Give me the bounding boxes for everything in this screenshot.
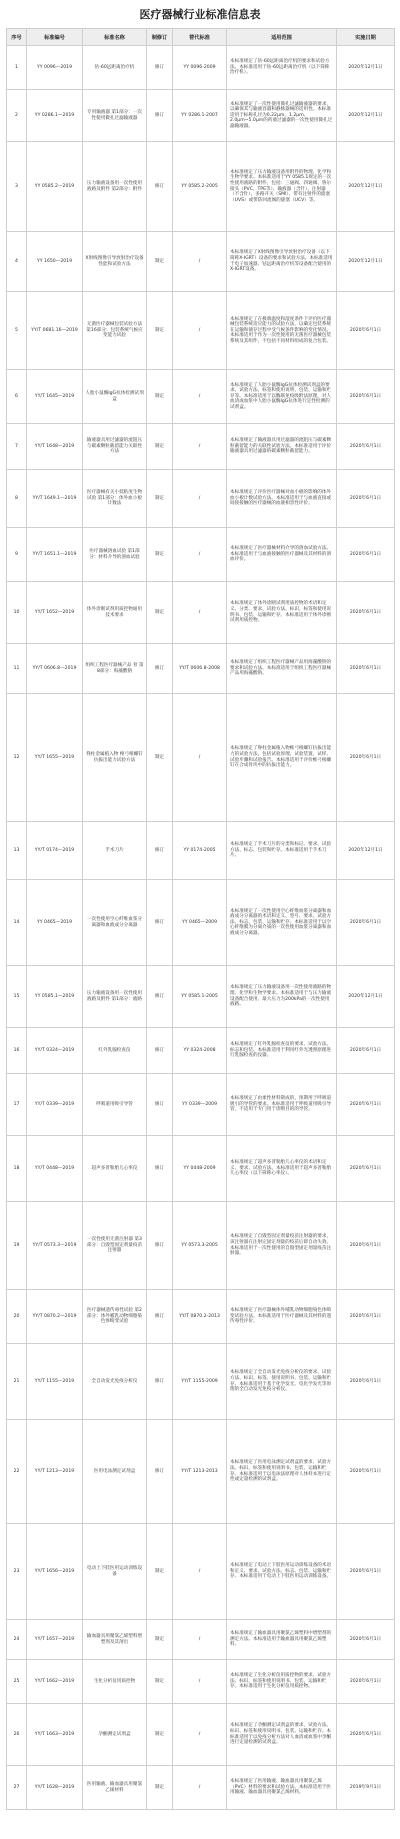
standard-code: YY/T 0573.3—2019: [27, 1202, 83, 1290]
col-header-no: 序号: [7, 29, 27, 46]
effective-date: 2020年6月1日: [337, 1290, 395, 1344]
effective-date: 2020年6月1日: [337, 1074, 395, 1136]
page-title: 医疗器械行业标准信息表: [139, 8, 261, 21]
effective-date: 2020年6月1日: [337, 1620, 395, 1660]
effective-date: 2020年6月1日: [337, 370, 395, 424]
replaced-standard: /: [173, 528, 227, 582]
table-row: [7, 644, 395, 694]
scope-text: 本标准规定了手术刀片的分类和标记、要求、试验方法、标志、包装和贮存。本标准适用于手术刀片。: [227, 822, 337, 880]
row-number: 2: [7, 90, 27, 142]
revision-type: 制定: [147, 424, 173, 470]
row-number: 25: [7, 1660, 27, 1704]
revision-type: 制定: [147, 232, 173, 292]
table-row: [7, 1620, 395, 1660]
table-row: [7, 1524, 395, 1620]
standard-name: 专用输液器 第1部分：一次性使用微孔过滤输液器: [83, 90, 147, 142]
replaced-standard: /: [173, 370, 227, 424]
standard-name: 压力输液设备用一次性使用液路及附件 第2部分：附件: [83, 142, 147, 232]
row-number: 10: [7, 582, 27, 644]
standard-name: 输液器具用过滤器的流阻压与碳素颗粒截留能力关联性方法: [83, 424, 147, 470]
header-row: [7, 29, 395, 46]
scope-text: 本标准规定了一次性使用空心纤维血浆分离器和血液成分分离器的术语和定义、型号、要求、试验方法、标志、包装、运输和贮存。本标准适用于以空心纤维膜为分离介质的一次性使用血浆分离器和血液成分分离器。: [227, 880, 337, 966]
table-row: [7, 1660, 395, 1704]
standard-name: 医用输液、输血器具用聚氯乙烯材料: [83, 1766, 147, 1810]
row-number: 20: [7, 1290, 27, 1344]
scope-text: 本标准规定了压力输液设备用附件的物理、化学和生物学要求。本标准适用于YY 0585.1规定的一次性使用液路的附件，包括：三通阀、四通阀、鲁尔接头（PVC、TPE等）、输液器（含针）、注射器（不含针）、多路开关（SMI）、带有注射件的旋塞（UVS）或带防回流阀的旋塞（UCV）等。: [227, 142, 337, 232]
scope-text: 本标准规定了医用输液、输血器具用聚氯乙烯（PVC）材料的要求和试验方法。本标准适用于医用输液、输血器具用聚氯乙烯材料。: [227, 1766, 337, 1810]
standard-code: YY/T 0870.2—2019: [27, 1290, 83, 1344]
effective-date: 2020年6月1日: [337, 644, 395, 694]
scope-text: 本标准规定了输液器具用过滤器的流阻压与碳素颗粒截留能力的关联性试验方法。本标准适用于评价输液器具用过滤器的碳素颗粒截留能力。: [227, 424, 337, 470]
standard-code: YY/T 0174—2019: [27, 822, 83, 880]
scope-text: 本标准规定了自毁型固定剂量疫苗注射器的要求，该注射器在注射完固定剂量的疫苗后即自动失效。本标准适用于一次性使用的自毁型固定剂量疫苗注射器。: [227, 1202, 337, 1290]
standard-name: 无菌医疗器械包装试验方法 第16部分：包装系统气候应变能力试验: [83, 292, 147, 370]
effective-date: 2020年12月1日: [337, 966, 395, 1028]
table-row: [7, 1074, 395, 1136]
revision-type: 制定: [147, 1524, 173, 1620]
replaced-standard: YY 0573.3-2005: [173, 1202, 227, 1290]
effective-date: 2019年9月1日: [337, 1766, 395, 1810]
row-number: 1: [7, 46, 27, 90]
revision-type: 制定: [147, 1660, 173, 1704]
row-number: 23: [7, 1524, 27, 1620]
replaced-standard: YY/T 1213-2013: [173, 1420, 227, 1524]
standard-code: YY/T 0681.16—2019: [27, 292, 83, 370]
standard-name: 人胎小鼠酶IgG抗体检测试剂盒: [83, 370, 147, 424]
revision-type: 制定: [147, 1704, 173, 1766]
effective-date: 2020年6月1日: [337, 470, 395, 528]
col-header-date: 实施日期: [337, 29, 395, 46]
row-number: 24: [7, 1620, 27, 1660]
standard-code: YY/T 1651.1—2019: [27, 528, 83, 582]
replaced-standard: /: [173, 232, 227, 292]
scope-text: 本标准规定了一次性使用微孔过滤输液器的要求，以确保其与输液容器和静脉器械的适用性。本标准适用于标称孔径为0.22μm、1.2μm、2.0μm~5.0μm的药液过滤器的一次性使用微孔过滤输液器。: [227, 90, 337, 142]
replaced-standard: YY 0324-2008: [173, 1028, 227, 1074]
standard-code: YY/T 1645—2019: [27, 370, 83, 424]
table-row: [7, 528, 395, 582]
scope-text: 本标准规定了在极端温度和湿度条件下评价医疗器械包装系统适应能力的试验方法，以确定包装系统在运输和储存过程中受气候条件影响的变化情况。本标准适用于作为一次性使用的无菌医疗器械包装系统及其组件，不包括不同材料组成的复合包装。: [227, 292, 337, 370]
standard-name: 医疗器械溶血试验 第1部分：材料介导的溶血试验: [83, 528, 147, 582]
standard-name: 一次性使用空心纤维血浆分离器和血液成分分离器: [83, 880, 147, 966]
replaced-standard: /: [173, 694, 227, 822]
row-number: 16: [7, 1028, 27, 1074]
revision-type: 制定: [147, 470, 173, 528]
row-number: 7: [7, 424, 27, 470]
scope-text: 本标准规定了压力输液设备用一次性使用液路的物理、化学和生物学要求。本标准适用于与压力输液设备配合使用、最大压力为200kPa的一次性使用液路。: [227, 966, 337, 1028]
standard-code: YY/T 0448—2019: [27, 1136, 83, 1202]
revision-type: 修订: [147, 1028, 173, 1074]
replaced-standard: /: [173, 1766, 227, 1810]
table-row: [7, 1766, 395, 1810]
standard-name: 组织工程医疗器械产品 骨 第8部分：海藻酸钠: [83, 644, 147, 694]
scope-text: 本标准规定了医疗器械材料介导的溶血试验方法。本标准适用于与血液接触的医疗器械及其材料的溶血评价。: [227, 528, 337, 582]
row-number: 22: [7, 1420, 27, 1524]
table-row: [7, 822, 395, 880]
revision-type: 修订: [147, 1420, 173, 1524]
standard-name: 孕酮测定试剂盒: [83, 1704, 147, 1766]
standard-code: YY/T 1655—2019: [27, 694, 83, 822]
revision-type: 修订: [147, 1290, 173, 1344]
effective-date: 2020年6月1日: [337, 1420, 395, 1524]
replaced-standard: YY 0096-2009: [173, 46, 227, 90]
standard-name: 红外乳腺检查仪: [83, 1028, 147, 1074]
revision-type: 制定: [147, 292, 173, 370]
effective-date: 2020年6月1日: [337, 292, 395, 370]
standard-name: X射线图像引导放射治疗设备 性能和试验方法: [83, 232, 147, 292]
table-row: [7, 880, 395, 966]
effective-date: 2020年6月1日: [337, 1524, 395, 1620]
scope-text: 本标准规定了X射线图像引导放射治疗设备（以下简称X-IGRT）设备的要求和试验方法。本标准适用于电子加速器、钴远距离治疗机等设备配合使用的X-IGRT设备。: [227, 232, 337, 292]
table-row: [7, 1136, 395, 1202]
standard-name: 呼吸道用吸引导管: [83, 1074, 147, 1136]
standard-name: 超声多普勒胎儿心率仪: [83, 1136, 147, 1202]
standard-code: YY 0096—2019: [27, 46, 83, 90]
table-row: [7, 46, 395, 90]
row-number: 21: [7, 1344, 27, 1420]
standard-code: YY 0465—2019: [27, 880, 83, 966]
standard-code: YY/T 0606.8—2019: [27, 644, 83, 694]
table-body: [7, 46, 395, 1810]
standard-name: 手术刀片: [83, 822, 147, 880]
row-number: 3: [7, 142, 27, 232]
revision-type: 修订: [147, 1074, 173, 1136]
table-row: [7, 1290, 395, 1344]
row-number: 27: [7, 1766, 27, 1810]
standard-code: YY/T 1649.1—2019: [27, 470, 83, 528]
revision-type: 修订: [147, 644, 173, 694]
scope-text: 本标准规定了生化分析仪用质控物的要求、试验方法、标识、标签和使用说明书、包装、运输和贮存。本标准适用于生化分析仪用质控物。: [227, 1660, 337, 1704]
replaced-standard: /: [173, 470, 227, 528]
standard-name: 输血器具用聚氯乙烯塑料增塑剂及其溶出: [83, 1620, 147, 1660]
revision-type: 制定: [147, 1620, 173, 1660]
col-header-code: 标准编号: [27, 29, 83, 46]
scope-text: 本标准规定了体外诊断试剂用质控物的术语和定义、分类、要求、试验方法、标识、标签和使用说明书、包装、运输和贮存。本标准适用于体外诊断试剂用质控物。: [227, 582, 337, 644]
effective-date: 2020年12月1日: [337, 232, 395, 292]
scope-text: 本标准规定了脊柱金属植入物椎弓根螺钉抗拔出能力的试验方法，包括试验原理、试验装置、试样、试验步骤和试验报告。本标准适用于评价椎弓根螺钉在合成骨块中的抗拔出能力。: [227, 694, 337, 822]
row-number: 26: [7, 1704, 27, 1766]
table-row: [7, 424, 395, 470]
replaced-standard: /: [173, 292, 227, 370]
effective-date: 2020年12月1日: [337, 142, 395, 232]
replaced-standard: /: [173, 582, 227, 644]
effective-date: 2020年12月1日: [337, 46, 395, 90]
replaced-standard: /: [173, 1524, 227, 1620]
standard-name: 脊柱金属植入物 椎弓根螺钉抗拔出能力试验方法: [83, 694, 147, 822]
effective-date: 2020年6月1日: [337, 1704, 395, 1766]
standard-name: 钴-60远距离治疗机: [83, 46, 147, 90]
revision-type: 修订: [147, 142, 173, 232]
row-number: 6: [7, 370, 27, 424]
scope-text: 本标准规定了超声多普勒胎儿心率仪的术语和定义、要求、试验方法。本标准适用于超声多普勒胎儿心率仪（以下简称心率仪）。: [227, 1136, 337, 1202]
standard-name: 生化分析仪用质控物: [83, 1660, 147, 1704]
scope-text: 本标准规定了医疗器械体外哺乳动物细胞染色体畸变试验方法。本标准适用于医疗器械及其材料的遗传毒性评价。: [227, 1290, 337, 1344]
effective-date: 2020年6月1日: [337, 528, 395, 582]
standard-name: 电动上下肢医用运动训练设备: [83, 1524, 147, 1620]
standard-code: YY 0585.2—2019: [27, 142, 83, 232]
row-number: 15: [7, 966, 27, 1028]
effective-date: 2020年6月1日: [337, 1202, 395, 1290]
revision-type: 制定: [147, 582, 173, 644]
revision-type: 修订: [147, 1344, 173, 1420]
col-header-replaces: 替代标准: [173, 29, 227, 46]
table-row: [7, 142, 395, 232]
revision-type: 制定: [147, 1766, 173, 1810]
standard-code: YY/T 1155—2019: [27, 1344, 83, 1420]
effective-date: 2020年12月1日: [337, 90, 395, 142]
standard-code: YY/T 1663—2019: [27, 1704, 83, 1766]
effective-date: 2020年6月1日: [337, 694, 395, 822]
standard-name: 压力输液设备用一次性使用液路及附件 第1部分：液路: [83, 966, 147, 1028]
scope-text: 本标准规定了医用电泳测定试剂盒的要求、试验方法、标识、标签和使用说明书、包装、运输和贮存。本标准适用于以电泳法原理对人体样本进行定性或定量检测的试剂盒。: [227, 1420, 337, 1524]
standard-code: YY 0585.1—2019: [27, 966, 83, 1028]
standard-code: YY 1650—2019: [27, 232, 83, 292]
standard-code: YY/T 1648—2019: [27, 424, 83, 470]
standard-code: YY 0286.1—2019: [27, 90, 83, 142]
row-number: 18: [7, 1136, 27, 1202]
effective-date: 2020年6月1日: [337, 1028, 395, 1074]
revision-type: 修订: [147, 1202, 173, 1290]
table-row: [7, 1202, 395, 1290]
effective-date: 2020年12月1日: [337, 822, 395, 880]
replaced-standard: /: [173, 1660, 227, 1704]
table-row: [7, 370, 395, 424]
row-number: 12: [7, 694, 27, 822]
table-row: [7, 1704, 395, 1766]
revision-type: 修订: [147, 1136, 173, 1202]
row-number: 14: [7, 880, 27, 966]
revision-type: 修订: [147, 880, 173, 966]
row-number: 11: [7, 644, 27, 694]
replaced-standard: /: [173, 424, 227, 470]
scope-text: 本标准规定了电动上下肢医用运动训练设备的术语和定义、要求、试验方法、标志、包装、运输和贮存。本标准适用于电动上下肢医用运动训练设备。: [227, 1524, 337, 1620]
revision-type: 制定: [147, 694, 173, 822]
effective-date: 2020年6月1日: [337, 880, 395, 966]
row-number: 5: [7, 292, 27, 370]
col-header-scope: 适用范围: [227, 29, 337, 46]
table-row: [7, 1028, 395, 1074]
scope-text: 本标准规定了钴-60远距离治疗机的要求和试验方法。本标准适用于钴-60远距离治疗机（以下简称治疗机）。: [227, 46, 337, 90]
replaced-standard: YY 0448-2009: [173, 1136, 227, 1202]
replaced-standard: YY 0339—2009: [173, 1074, 227, 1136]
standard-code: YY/T 1652—2019: [27, 582, 83, 644]
revision-type: 制定: [147, 370, 173, 424]
scope-text: 本标准规定了组织工程医疗器械产品用海藻酸钠的要求和试验方法。本标准适用于组织工程医疗器械产品用海藻酸钠。: [227, 644, 337, 694]
table-row: [7, 470, 395, 528]
standard-code: YY/T 1657—2019: [27, 1620, 83, 1660]
table-row: [7, 292, 395, 370]
scope-text: 本标准规定了红外乳腺检查仪的要求、试验方法、标志和包装。本标准适用于利用红外光透照原理进行乳腺检查的仪器。: [227, 1028, 337, 1074]
row-number: 4: [7, 232, 27, 292]
standard-name: 全自动发光免疫分析仪: [83, 1344, 147, 1420]
col-header-name: 标准名称: [83, 29, 147, 46]
replaced-standard: YY 0585.1-2005: [173, 966, 227, 1028]
row-number: 13: [7, 822, 27, 880]
effective-date: 2020年6月1日: [337, 424, 395, 470]
standard-name: 一次性使用无菌注射器 第3部分：自毁型固定剂量疫苗注射器: [83, 1202, 147, 1290]
table-row: [7, 1420, 395, 1524]
replaced-standard: YY/T 1155-2009: [173, 1344, 227, 1420]
table-row: [7, 1344, 395, 1420]
replaced-standard: YY/T 0870.2-2013: [173, 1290, 227, 1344]
row-number: 17: [7, 1074, 27, 1136]
replaced-standard: YY 0286.1-2007: [173, 90, 227, 142]
standard-code: YY/T 1662—2019: [27, 1660, 83, 1704]
standard-name: 医疗器械遗传毒性试验 第2部分：体外哺乳动物细胞染色体畸变试验: [83, 1290, 147, 1344]
replaced-standard: YY 0174-2005: [173, 822, 227, 880]
row-number: 8: [7, 470, 27, 528]
effective-date: 2020年6月1日: [337, 1344, 395, 1420]
scope-text: 本标准规定了由柔性材料制成的、预期用于呼吸道吸引的导管的要求。本标准适用于呼吸道用吸引导管，不适用于专门用于诊断目的的导管。: [227, 1074, 337, 1136]
scope-text: 本标准规定了评价医疗器械对血小板的影响的体外血小板计数试验方法。本标准适用于与血液直接或间接接触的医疗器械的血液相容性评价。: [227, 470, 337, 528]
effective-date: 2020年6月1日: [337, 1136, 395, 1202]
row-number: 9: [7, 528, 27, 582]
replaced-standard: YY/T 0606.8-2008: [173, 644, 227, 694]
revision-type: 修订: [147, 90, 173, 142]
standard-code: YY/T 1213—2019: [27, 1420, 83, 1524]
standard-code: YY/T 0339—2019: [27, 1074, 83, 1136]
revision-type: 修订: [147, 966, 173, 1028]
revision-type: 制定: [147, 528, 173, 582]
scope-text: 本标准规定了孕酮测定试剂盒的要求、试验方法、标识、标签和使用说明书、包装、运输和贮存。本标准适用于以免疫分析方法对人血清或血浆中孕酮进行定量检测的试剂盒。: [227, 1704, 337, 1766]
table-row: [7, 694, 395, 822]
scope-text: 本标准规定了人胎小鼠酶IgG抗体检测试剂盒的要求、试验方法、标签和使用说明、包装、运输和贮存等。本标准适用于以酶联免疫吸附法原理，对人血清或血浆中人胎小鼠酶IgG抗体进行定性检测的试剂盒。: [227, 370, 337, 424]
table-row: [7, 90, 395, 142]
effective-date: 2020年6月1日: [337, 582, 395, 644]
replaced-standard: YY 0585.2-2005: [173, 142, 227, 232]
replaced-standard: /: [173, 1620, 227, 1660]
table-row: [7, 232, 395, 292]
scope-text: 本标准规定了全自动发光免疫分析仪的要求、试验方法、标识、标签、使用说明书、包装、运输和贮存。本标准适用于基于化学发光、电化学发光等原理的全自动发光免疫分析仪。: [227, 1344, 337, 1420]
scope-text: 本标准规定了输血器具用聚氯乙烯塑料中增塑剂的测定方法。本标准适用于输血器具用聚氯乙烯塑料。: [227, 1620, 337, 1660]
standards-table: [6, 28, 395, 1810]
standard-code: YY/T 1656—2019: [27, 1524, 83, 1620]
table-row: [7, 582, 395, 644]
row-number: 19: [7, 1202, 27, 1290]
replaced-standard: YY 0465—2009: [173, 880, 227, 966]
standard-name: 医用电泳测定试剂盒: [83, 1420, 147, 1524]
effective-date: 2020年6月1日: [337, 1660, 395, 1704]
standard-name: 体外诊断试剂用质控物通用技术要求: [83, 582, 147, 644]
standard-name: 医疗器械有关小低粘度生物试验 第1部分：体外血小板计数法: [83, 470, 147, 528]
table-row: [7, 966, 395, 1028]
replaced-standard: /: [173, 1704, 227, 1766]
revision-type: 修订: [147, 46, 173, 90]
standard-code: YY/T 1628—2019: [27, 1766, 83, 1810]
col-header-revision: 制修订: [147, 29, 173, 46]
revision-type: 修订: [147, 822, 173, 880]
standard-code: YY/T 0324—2019: [27, 1028, 83, 1074]
